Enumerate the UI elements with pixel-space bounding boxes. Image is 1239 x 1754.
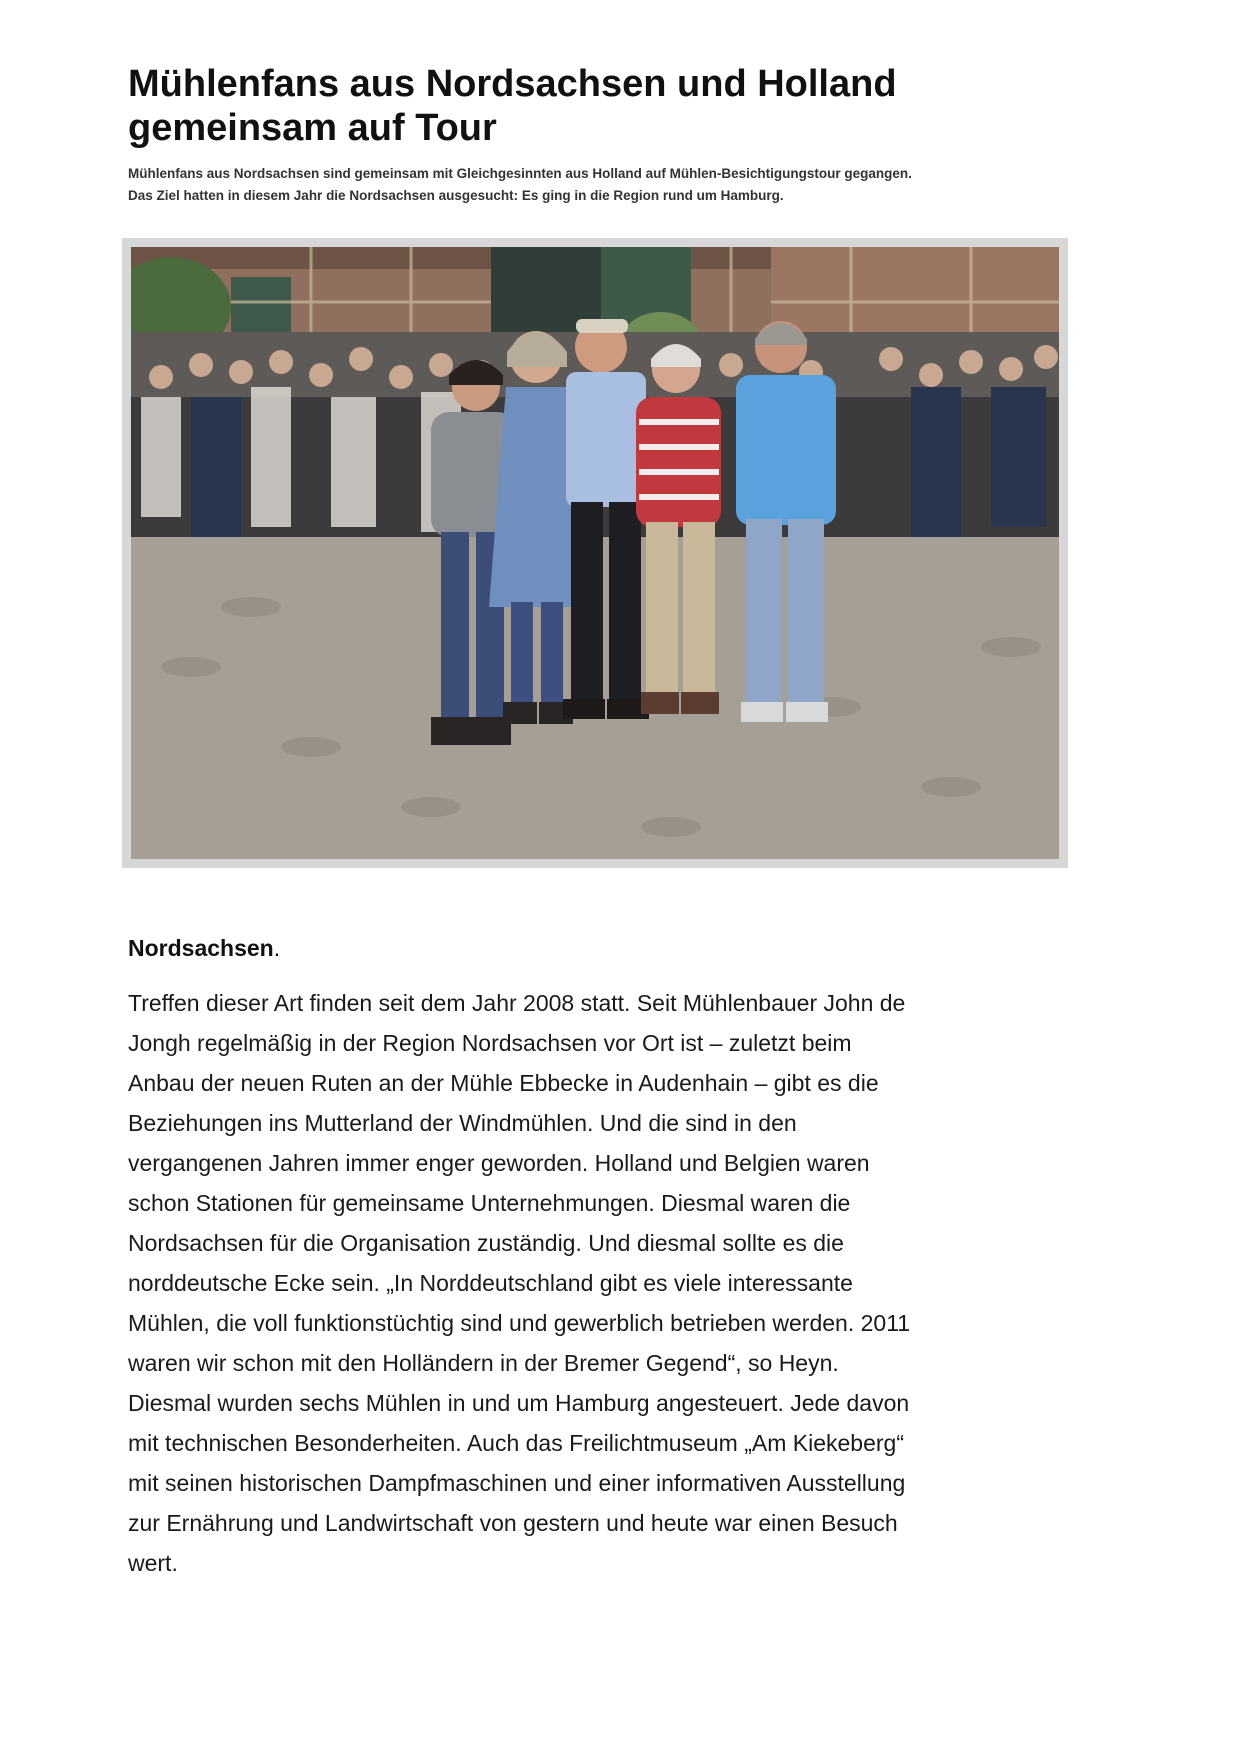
body-line: schon Stationen für gemeinsame Unternehmungen. Diesmal waren die [128, 1190, 851, 1216]
photo-frame [122, 238, 1068, 868]
article-lead [128, 163, 1088, 207]
body-line: norddeutsche Ecke sein. „In Norddeutschland gibt es viele interessante [128, 1270, 853, 1296]
body-line: Jongh regelmäßig in der Region Nordsachsen vor Ort ist – zuletzt beim [128, 1030, 852, 1056]
body-line: vergangenen Jahren immer enger geworden. Holland und Belgien waren [128, 1150, 870, 1176]
body-line: zur Ernährung und Landwirtschaft von gestern und heute war einen Besuch [128, 1510, 898, 1536]
body-line: mit seinen historischen Dampfmaschinen und einer informativen Ausstellung [128, 1470, 906, 1496]
headline-line-1: Mühlenfans aus Nordsachsen und Holland [128, 63, 897, 105]
dateline-text: Nordsachsen [128, 935, 274, 961]
headline-line-2: gemeinsam auf Tour [128, 107, 497, 149]
lead-line-1: Mühlenfans aus Nordsachsen sind gemeinsam mit Gleichgesinnten aus Holland auf Mühlen-Besichtigungstour gegangen. [128, 166, 912, 181]
body-line: Diesmal wurden sechs Mühlen in und um Hamburg angesteuert. Jede davon [128, 1390, 910, 1416]
group-photo [131, 247, 1059, 859]
body-line: wert. [128, 1550, 178, 1576]
article-headline [128, 62, 1088, 150]
body-line: Mühlen, die voll funktionstüchtig sind und gewerblich betrieben werden. 2011 [128, 1310, 911, 1336]
article-body [128, 983, 1078, 1583]
body-line: Treffen dieser Art finden seit dem Jahr 2008 statt. Seit Mühlenbauer John de [128, 990, 906, 1016]
body-line: Anbau der neuen Ruten an der Mühle Ebbecke in Audenhain – gibt es die [128, 1070, 879, 1096]
body-line: Beziehungen ins Mutterland der Windmühlen. Und die sind in den [128, 1110, 797, 1136]
dateline [128, 933, 280, 963]
lead-line-2: Das Ziel hatten in diesem Jahr die Nordsachsen ausgesucht: Es ging in die Region rund um Hamburg. [128, 188, 784, 203]
body-line: Nordsachsen für die Organisation zuständig. Und diesmal sollte es die [128, 1230, 844, 1256]
group-photo-illustration [131, 247, 1059, 859]
body-line: waren wir schon mit den Holländern in der Bremer Gegend“, so Heyn. [128, 1350, 839, 1376]
dateline-punctuation: . [273, 935, 281, 961]
body-line: mit technischen Besonderheiten. Auch das Freilichtmuseum „Am Kiekeberg“ [128, 1430, 904, 1456]
